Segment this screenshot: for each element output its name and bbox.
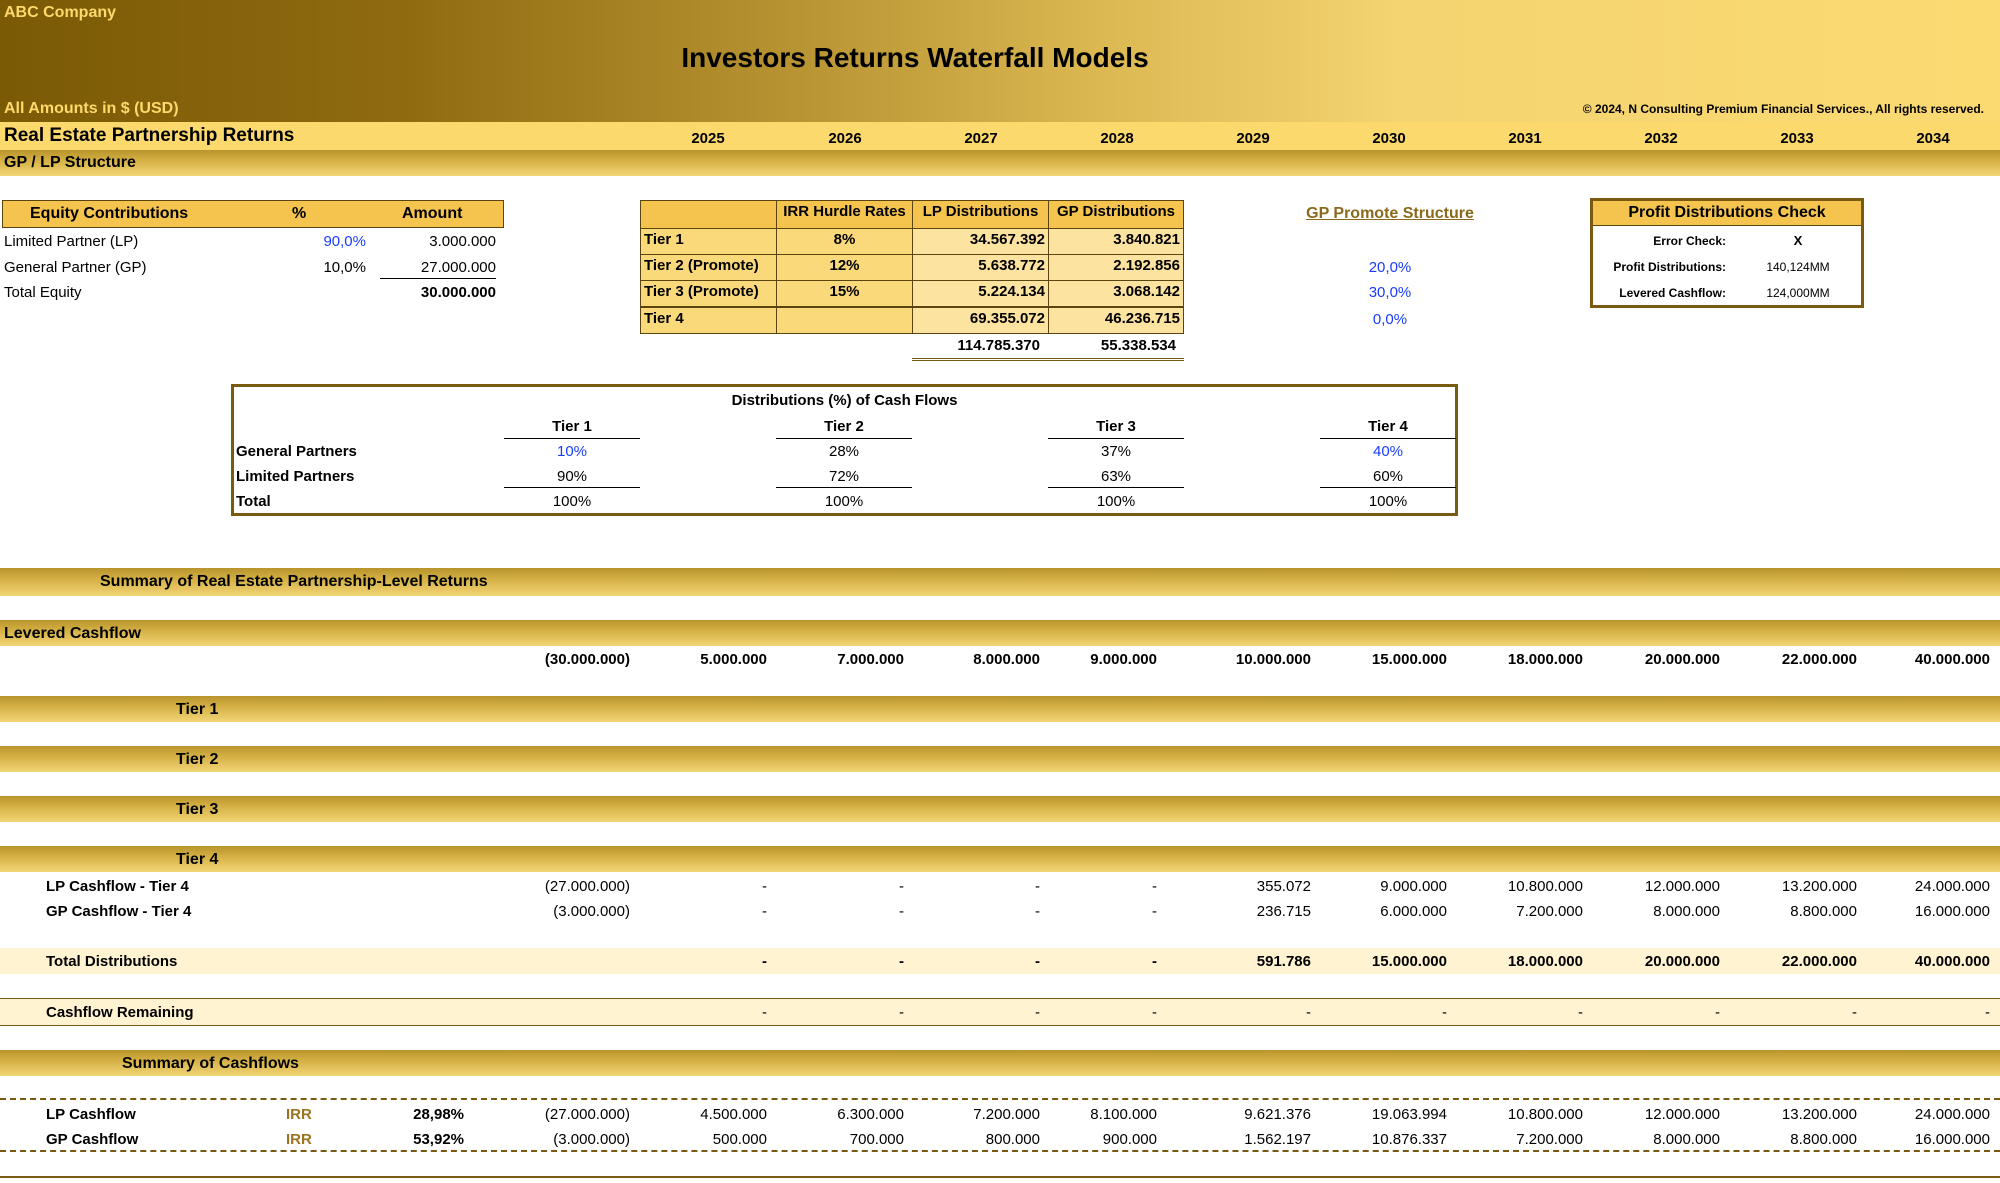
year-header: 2029 xyxy=(1236,130,1270,147)
irr-value: 53,92% xyxy=(413,1131,464,1148)
summary-title: Summary of Real Estate Partnership-Level Returns xyxy=(100,573,488,590)
value-cell: 800.000 xyxy=(985,1131,1040,1148)
value-cell: - xyxy=(1306,1004,1311,1021)
tier-row-label: Tier 4 xyxy=(640,307,777,334)
value-cell: 10.876.337 xyxy=(1371,1131,1447,1148)
levered-label: Levered Cashflow xyxy=(4,625,141,642)
year-header: 2031 xyxy=(1508,130,1542,147)
value-cell: 500.000 xyxy=(712,1131,767,1148)
dist-head-line xyxy=(1048,438,1184,439)
value-cell: 9.000.000 xyxy=(1090,651,1157,668)
dist-row-label: Total xyxy=(236,493,271,510)
tier-row-hurdle[interactable]: 15% xyxy=(776,280,913,307)
value-cell: (27.000.000) xyxy=(544,878,630,895)
dash-top xyxy=(0,1098,2000,1100)
value-cell: - xyxy=(762,953,767,970)
value-cell: 8.800.000 xyxy=(1790,1131,1857,1148)
value-cell: - xyxy=(1152,1004,1157,1021)
profit-check-title: Profit Distributions Check xyxy=(1628,204,1826,221)
value-cell: (30.000.000) xyxy=(544,651,630,668)
summary-cashflows-title: Summary of Cashflows xyxy=(122,1055,299,1072)
irr-value: 28,98% xyxy=(413,1106,464,1123)
value-cell: - xyxy=(1442,1004,1447,1021)
dist-sum-line xyxy=(504,487,640,488)
tier-total-underline xyxy=(912,358,1184,361)
value-cell: - xyxy=(1035,953,1040,970)
value-cell: 8.000.000 xyxy=(1653,1131,1720,1148)
value-cell: - xyxy=(899,903,904,920)
tier-band xyxy=(0,846,2000,872)
value-cell: 20.000.000 xyxy=(1644,651,1720,668)
year-header: 2033 xyxy=(1780,130,1814,147)
value-cell: - xyxy=(1715,1004,1720,1021)
dist-cell: 100% xyxy=(552,493,592,510)
tier-band xyxy=(0,696,2000,722)
year-header: 2026 xyxy=(828,130,862,147)
promote-tier3[interactable]: 30,0% xyxy=(1368,284,1412,301)
tier-row-gp: 3.840.821 xyxy=(1048,228,1184,255)
tier-band-label: Tier 3 xyxy=(176,801,219,818)
value-cell: - xyxy=(762,1004,767,1021)
levered-check-value: 124,000MM xyxy=(1766,286,1830,300)
tier-band-label: Tier 4 xyxy=(176,851,219,868)
tier-total-gp: 55.338.534 xyxy=(1100,337,1176,354)
gp-lp-label: GP / LP Structure xyxy=(4,154,136,171)
tier-band xyxy=(0,796,2000,822)
value-cell: (27.000.000) xyxy=(544,1106,630,1123)
value-cell: 6.000.000 xyxy=(1380,903,1447,920)
value-cell: 13.200.000 xyxy=(1781,1106,1857,1123)
value-cell: - xyxy=(1578,1004,1583,1021)
value-cell: 10.800.000 xyxy=(1507,1106,1583,1123)
year-header: 2034 xyxy=(1916,130,1950,147)
tier-row-gp: 3.068.142 xyxy=(1048,280,1184,307)
equity-head-pct: % xyxy=(292,205,307,222)
tier-row-lp: 34.567.392 xyxy=(912,228,1049,255)
equity-lp-label: Limited Partner (LP) xyxy=(4,233,139,250)
value-cell: (3.000.000) xyxy=(553,1131,630,1148)
tier-row-gp: 2.192.856 xyxy=(1048,254,1184,281)
dist-head-line xyxy=(1320,438,1456,439)
tier-row-lp: 5.638.772 xyxy=(912,254,1049,281)
dist-cell: 100% xyxy=(824,493,864,510)
value-cell: 8.000.000 xyxy=(1653,903,1720,920)
value-cell: 7.200.000 xyxy=(1516,903,1583,920)
tier-head-blank xyxy=(640,200,777,229)
dist-sum-line xyxy=(1048,487,1184,488)
value-cell: 13.200.000 xyxy=(1781,878,1857,895)
dist-cell: 63% xyxy=(1100,468,1132,485)
gp-promote-title: GP Promote Structure xyxy=(1306,205,1474,222)
equity-gp-pct: 10,0% xyxy=(323,259,366,276)
value-cell: 7.200.000 xyxy=(1516,1131,1583,1148)
dist-cell: 100% xyxy=(1368,493,1408,510)
value-cell: 24.000.000 xyxy=(1914,1106,1990,1123)
dist-row-label: Limited Partners xyxy=(236,468,355,485)
value-cell: 10.000.000 xyxy=(1235,651,1311,668)
value-cell: - xyxy=(762,878,767,895)
value-cell: 24.000.000 xyxy=(1914,878,1990,895)
value-cell: 16.000.000 xyxy=(1914,1131,1990,1148)
tier-row-gp: 46.236.715 xyxy=(1048,307,1184,334)
dash-bottom xyxy=(0,1150,2000,1152)
levered-check-label: Levered Cashflow: xyxy=(1619,286,1726,300)
value-cell: 8.100.000 xyxy=(1090,1106,1157,1123)
dist-cell: 72% xyxy=(828,468,860,485)
value-cell: 900.000 xyxy=(1102,1131,1157,1148)
tier-row-label: Tier 3 (Promote) xyxy=(640,280,777,307)
tier-head-gp: GP Distributions xyxy=(1048,200,1184,229)
distributions-title: Distributions (%) of Cash Flows xyxy=(731,392,958,409)
value-cell: - xyxy=(1152,903,1157,920)
value-cell: 40.000.000 xyxy=(1914,953,1990,970)
tier4-row-label: GP Cashflow - Tier 4 xyxy=(46,903,192,920)
value-cell: 18.000.000 xyxy=(1507,651,1583,668)
dist-sum-line xyxy=(776,487,912,488)
section-title: Real Estate Partnership Returns xyxy=(4,125,295,146)
tier-head-hurdle: IRR Hurdle Rates xyxy=(776,200,913,229)
dist-cell[interactable]: 40% xyxy=(1372,443,1404,460)
cashflow-label: LP Cashflow xyxy=(46,1106,136,1123)
dist-cell: 100% xyxy=(1096,493,1136,510)
equity-head-label: Equity Contributions xyxy=(30,205,189,222)
value-cell: 700.000 xyxy=(849,1131,904,1148)
value-cell: 8.000.000 xyxy=(973,651,1040,668)
dist-tier-head: Tier 1 xyxy=(552,418,592,435)
value-cell: - xyxy=(1035,1004,1040,1021)
value-cell: - xyxy=(1852,1004,1857,1021)
dist-head-line xyxy=(776,438,912,439)
value-cell: 22.000.000 xyxy=(1781,651,1857,668)
tier-row-lp: 5.224.134 xyxy=(912,280,1049,307)
value-cell: 7.200.000 xyxy=(973,1106,1040,1123)
tier-total-lp: 114.785.370 xyxy=(957,337,1040,354)
value-cell: (3.000.000) xyxy=(553,903,630,920)
year-header: 2030 xyxy=(1372,130,1406,147)
dist-tier-head: Tier 2 xyxy=(824,418,864,435)
value-cell: - xyxy=(899,953,904,970)
dist-sum-line xyxy=(1320,487,1456,488)
year-header: 2027 xyxy=(964,130,998,147)
promote-tier2[interactable]: 20,0% xyxy=(1368,259,1412,276)
tier4-row-label: LP Cashflow - Tier 4 xyxy=(46,878,189,895)
value-cell: 16.000.000 xyxy=(1914,903,1990,920)
value-cell: - xyxy=(1985,1004,1990,1021)
dist-cell: 60% xyxy=(1372,468,1404,485)
tier-band-label: Tier 1 xyxy=(176,701,219,718)
value-cell: 15.000.000 xyxy=(1371,953,1447,970)
value-cell: - xyxy=(899,878,904,895)
value-cell: 18.000.000 xyxy=(1507,953,1583,970)
value-cell: 6.300.000 xyxy=(837,1106,904,1123)
gp-lp-band xyxy=(0,150,2000,176)
equity-underline xyxy=(380,278,496,279)
tier-row-label: Tier 2 (Promote) xyxy=(640,254,777,281)
tier-head-lp: LP Distributions xyxy=(912,200,1049,229)
value-cell: - xyxy=(899,1004,904,1021)
value-cell: 12.000.000 xyxy=(1644,1106,1720,1123)
equity-total-amount: 30.000.000 xyxy=(420,284,496,301)
tier-row-hurdle[interactable]: 8% xyxy=(776,228,913,255)
tier-band xyxy=(0,746,2000,772)
tier-row-label: Tier 1 xyxy=(640,228,777,255)
profit-dist-value: 140,124MM xyxy=(1766,260,1830,274)
value-cell: 355.072 xyxy=(1256,878,1311,895)
levered-band xyxy=(0,620,2000,646)
value-cell: 20.000.000 xyxy=(1644,953,1720,970)
cashflow-label: GP Cashflow xyxy=(46,1131,139,1148)
summary-cashflows-band xyxy=(0,1050,2000,1076)
dist-tier-head: Tier 4 xyxy=(1368,418,1408,435)
year-header: 2025 xyxy=(691,130,725,147)
value-cell: 15.000.000 xyxy=(1371,651,1447,668)
value-cell: 9.000.000 xyxy=(1380,878,1447,895)
dist-tier-head: Tier 3 xyxy=(1096,418,1136,435)
promote-tier4[interactable]: 0,0% xyxy=(1372,311,1408,328)
dist-cell: 37% xyxy=(1100,443,1132,460)
irr-label: IRR xyxy=(286,1131,312,1148)
year-header: 2028 xyxy=(1100,130,1134,147)
value-cell: 591.786 xyxy=(1256,953,1311,970)
value-cell: 4.500.000 xyxy=(700,1106,767,1123)
value-cell: 8.800.000 xyxy=(1790,903,1857,920)
value-cell: 7.000.000 xyxy=(837,651,904,668)
dist-row-label: General Partners xyxy=(236,443,357,460)
total-dist-label: Total Distributions xyxy=(46,953,178,970)
remaining-label: Cashflow Remaining xyxy=(46,1004,194,1021)
equity-lp-pct[interactable]: 90,0% xyxy=(323,233,366,250)
dist-head-line xyxy=(504,438,640,439)
currency-note: All Amounts in $ (USD) xyxy=(4,100,179,117)
equity-total-label: Total Equity xyxy=(4,284,82,301)
dist-cell: 28% xyxy=(828,443,860,460)
equity-gp-amount: 27.000.000 xyxy=(420,259,496,276)
page-title: Investors Returns Waterfall Models xyxy=(681,42,1149,73)
equity-head-amount: Amount xyxy=(402,205,463,222)
irr-label: IRR xyxy=(286,1106,312,1123)
error-check-value: X xyxy=(1793,233,1803,248)
copyright: © 2024, N Consulting Premium Financial Services., All rights reserved. xyxy=(1582,102,1984,116)
dist-cell: 90% xyxy=(556,468,588,485)
value-cell: - xyxy=(1035,878,1040,895)
tier-row-lp: 69.355.072 xyxy=(912,307,1049,334)
value-cell: - xyxy=(1152,878,1157,895)
equity-lp-amount: 3.000.000 xyxy=(429,233,496,250)
tier-row-hurdle[interactable]: 12% xyxy=(776,254,913,281)
value-cell: 236.715 xyxy=(1256,903,1311,920)
equity-gp-label: General Partner (GP) xyxy=(4,259,147,276)
value-cell: - xyxy=(1152,953,1157,970)
value-cell: 5.000.000 xyxy=(700,651,767,668)
error-check-label: Error Check: xyxy=(1653,234,1726,248)
value-cell: 10.800.000 xyxy=(1507,878,1583,895)
value-cell: 1.562.197 xyxy=(1244,1131,1311,1148)
tier-band-label: Tier 2 xyxy=(176,751,219,768)
value-cell: 9.621.376 xyxy=(1244,1106,1311,1123)
value-cell: - xyxy=(1035,903,1040,920)
value-cell: 22.000.000 xyxy=(1781,953,1857,970)
value-cell: - xyxy=(762,903,767,920)
company-name: ABC Company xyxy=(4,4,117,21)
profit-dist-label: Profit Distributions: xyxy=(1613,260,1726,274)
year-header: 2032 xyxy=(1644,130,1678,147)
dist-cell[interactable]: 10% xyxy=(556,443,588,460)
value-cell: 12.000.000 xyxy=(1644,878,1720,895)
tier-row-hurdle[interactable] xyxy=(776,307,913,334)
value-cell: 40.000.000 xyxy=(1914,651,1990,668)
bottom-rule xyxy=(0,1176,2000,1178)
value-cell: 19.063.994 xyxy=(1371,1106,1447,1123)
